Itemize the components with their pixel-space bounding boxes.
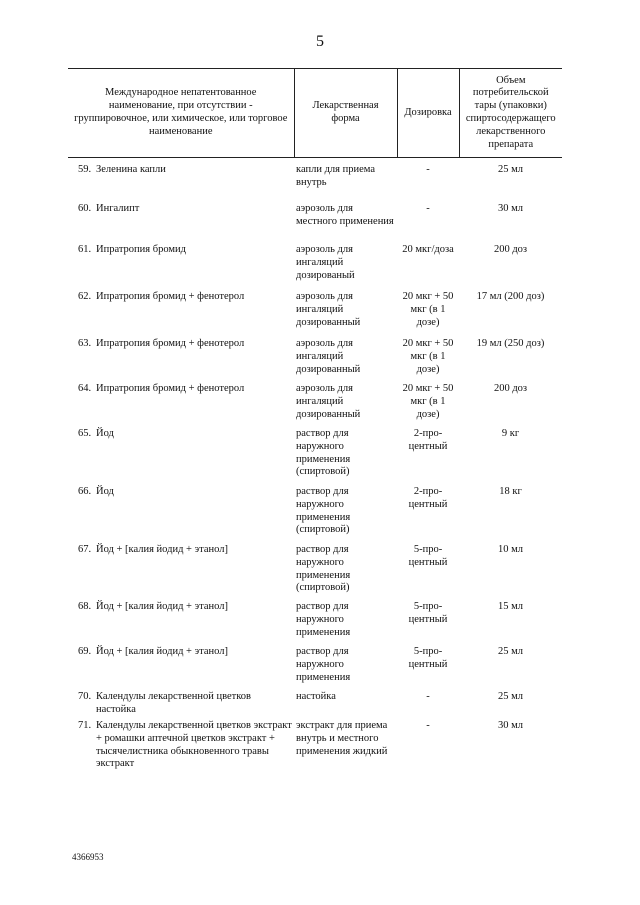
table-row xyxy=(68,203,562,244)
dosage-form: раствор для наружного применения (спиртовой) xyxy=(296,428,351,478)
table-row xyxy=(68,291,562,338)
dosage: 20 мкг + 50 мкг (в 1 дозе) xyxy=(402,291,454,328)
header-form: Лекарственная форма xyxy=(294,69,397,158)
table-row xyxy=(68,428,562,486)
row-number: 65. xyxy=(78,428,92,439)
package-volume: 10 мл xyxy=(498,544,524,555)
dosage-form: раствор для наружного применения (спиртовой) xyxy=(296,486,351,536)
row-number: 67. xyxy=(78,544,92,555)
row-number: 64. xyxy=(78,383,92,394)
drug-name: Йод + [калия йодид + этанол] xyxy=(96,544,228,555)
drug-name: Йод + [калия йодид + этанол] xyxy=(96,601,228,612)
header-volume: Объем потребительской тары (упаковки) спиртосодержащего лекарственного препарата xyxy=(459,69,562,158)
row-number: 61. xyxy=(78,244,92,255)
row-number: 68. xyxy=(78,601,92,612)
dosage: 2-про-центный xyxy=(408,428,448,452)
row-number: 63. xyxy=(78,338,92,349)
drug-name: Календулы лекарственной цветков экстракт + ромашки аптечной цветков экстракт + тысячелистника обыкновенного травы экстракт xyxy=(96,720,292,770)
dosage: 2-про-центный xyxy=(408,486,448,510)
document-code: 4366953 xyxy=(72,852,104,862)
dosage: 20 мкг + 50 мкг (в 1 дозе) xyxy=(402,338,454,375)
dosage-form: капли для приема внутрь xyxy=(296,164,376,188)
drug-name: Зеленина капли xyxy=(96,164,166,175)
table-row xyxy=(68,486,562,544)
package-volume: 200 доз xyxy=(493,244,528,255)
package-volume: 30 мл xyxy=(498,720,524,731)
dosage: 5-про-центный xyxy=(408,601,448,625)
table-body xyxy=(68,158,562,781)
table-row xyxy=(68,244,562,291)
dosage-form: экстракт для приема внутрь и местного применения жидкий xyxy=(296,720,388,757)
dosage: - xyxy=(426,691,430,702)
dosage-form: раствор для наружного применения (спиртовой) xyxy=(296,544,351,594)
row-number: 59. xyxy=(78,164,92,175)
table-row xyxy=(68,164,562,203)
row-number: 71. xyxy=(78,720,92,731)
row-number: 69. xyxy=(78,646,92,657)
drug-name: Ипратропия бромид + фенотерол xyxy=(96,383,245,394)
dosage: 20 мкг/доза xyxy=(402,244,454,255)
drug-name: Ингалипт xyxy=(96,203,140,214)
table-row xyxy=(68,338,562,383)
drug-name: Ипратропия бромид + фенотерол xyxy=(96,291,245,302)
table-row xyxy=(68,383,562,428)
package-volume: 17 мл (200 доз) xyxy=(476,291,545,302)
dosage-form: аэрозоль для ингаляций дозированный xyxy=(296,383,361,420)
dosage-form: раствор для наружного применения xyxy=(296,601,351,638)
dosage-form: аэрозоль для ингаляций дозированый xyxy=(296,244,355,281)
dosage-form: аэрозоль для ингаляций дозированный xyxy=(296,338,361,375)
dosage-form: аэрозоль для ингаляций дозированный xyxy=(296,291,361,328)
drug-table xyxy=(68,68,562,780)
drug-name: Йод xyxy=(96,486,114,497)
row-number: 62. xyxy=(78,291,92,302)
table-row xyxy=(68,720,562,780)
package-volume: 25 мл xyxy=(498,646,524,657)
drug-name: Йод + [калия йодид + этанол] xyxy=(96,646,228,657)
drug-name: Ипратропия бромид xyxy=(96,244,186,255)
dosage: 5-про-центный xyxy=(408,544,448,568)
package-volume: 9 кг xyxy=(501,428,520,439)
dosage-form: настойка xyxy=(296,691,336,702)
drug-name: Календулы лекарственной цветков настойка xyxy=(96,691,252,715)
header-name: Международное непатентованное наименование, при отсутствии - группировочное, или химическое, или торговое наименование xyxy=(68,69,294,158)
package-volume: 25 мл xyxy=(498,164,524,175)
package-volume: 30 мл xyxy=(498,203,524,214)
row-number: 66. xyxy=(78,486,92,497)
row-number: 70. xyxy=(78,691,92,702)
dosage-form: аэрозоль для местного применения xyxy=(296,203,394,227)
drug-table-container xyxy=(68,68,562,780)
package-volume: 19 мл (250 доз) xyxy=(476,338,545,349)
package-volume: 18 кг xyxy=(499,486,522,497)
table-row xyxy=(68,691,562,720)
drug-name: Йод xyxy=(96,428,114,439)
row-number: 60. xyxy=(78,203,92,214)
drug-name: Ипратропия бромид + фенотерол xyxy=(96,338,245,349)
package-volume: 200 доз xyxy=(493,383,528,394)
page-number: 5 xyxy=(316,33,324,50)
table-row xyxy=(68,544,562,601)
dosage: 20 мкг + 50 мкг (в 1 дозе) xyxy=(402,383,454,420)
dosage: - xyxy=(426,720,430,731)
table-row xyxy=(68,601,562,646)
dosage: - xyxy=(426,203,430,214)
table-header-row xyxy=(68,69,562,158)
dosage-form: раствор для наружного применения xyxy=(296,646,351,683)
package-volume: 25 мл xyxy=(498,691,524,702)
header-dosage: Дозировка xyxy=(397,69,459,158)
package-volume: 15 мл xyxy=(498,601,524,612)
dosage: 5-про-центный xyxy=(408,646,448,670)
table-row xyxy=(68,646,562,691)
dosage: - xyxy=(426,164,430,175)
